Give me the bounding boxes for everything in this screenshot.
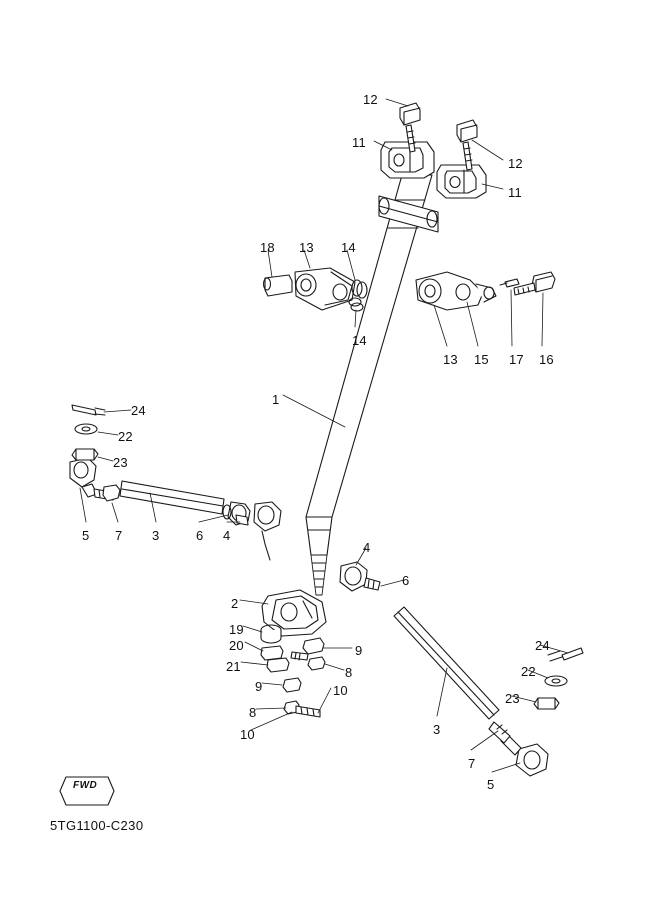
callout-number: 6 — [196, 528, 204, 543]
callout-number: 17 — [509, 352, 524, 367]
steering-holder-left-part-11 — [381, 142, 434, 178]
callout-number: 5 — [487, 777, 495, 792]
callout-number: 12 — [508, 156, 523, 171]
left-arm-assembly — [264, 268, 368, 311]
steering-shaft-part-1 — [306, 175, 432, 595]
callout-number: 8 — [345, 665, 353, 680]
callout-number: 13 — [443, 352, 458, 367]
bolt-part-12-right — [457, 120, 477, 170]
callout-number: 21 — [226, 659, 241, 674]
callout-number: 23 — [505, 691, 520, 706]
lower-steering-bracket-part-2 — [261, 590, 326, 717]
callout-number: 14 — [341, 240, 356, 255]
leader-lines — [80, 99, 568, 772]
callout-number: 23 — [113, 455, 128, 470]
callout-number: 22 — [118, 429, 133, 444]
callout-number: 8 — [249, 705, 257, 720]
callout-number: 11 — [508, 185, 522, 200]
part-code-label: 5TG1100-C230 — [50, 818, 144, 833]
callout-number: 4 — [223, 528, 231, 543]
callout-number: 7 — [468, 756, 476, 771]
left-tie-rod-assembly — [70, 405, 281, 560]
callout-number: 24 — [131, 403, 146, 418]
callout-number: 12 — [363, 92, 378, 107]
callout-number: 22 — [521, 664, 536, 679]
callout-number: 9 — [255, 679, 263, 694]
callout-number: 9 — [355, 643, 363, 658]
callout-number: 1 — [272, 392, 280, 407]
callout-number: 10 — [240, 727, 255, 742]
callout-number: 5 — [82, 528, 90, 543]
callout-number: 14 — [352, 333, 367, 348]
callout-number: 6 — [402, 573, 410, 588]
callout-number: 3 — [433, 722, 441, 737]
callout-number: 19 — [229, 622, 244, 637]
callout-number: 2 — [231, 596, 239, 611]
callout-number: 15 — [474, 352, 489, 367]
steering-holder-right-part-11 — [437, 165, 486, 198]
fwd-label: FWD — [73, 780, 98, 791]
callout-number: 18 — [260, 240, 275, 255]
right-arm-assembly — [416, 272, 555, 310]
callout-number: 10 — [333, 683, 348, 698]
callout-number: 20 — [229, 638, 244, 653]
callout-number: 7 — [115, 528, 123, 543]
callout-number: 11 — [352, 135, 366, 150]
callout-number: 16 — [539, 352, 554, 367]
callout-number: 4 — [363, 540, 371, 555]
callout-number: 13 — [299, 240, 314, 255]
callout-number: 24 — [535, 638, 550, 653]
callout-number: 3 — [152, 528, 160, 543]
right-tie-rod-assembly — [340, 562, 583, 776]
